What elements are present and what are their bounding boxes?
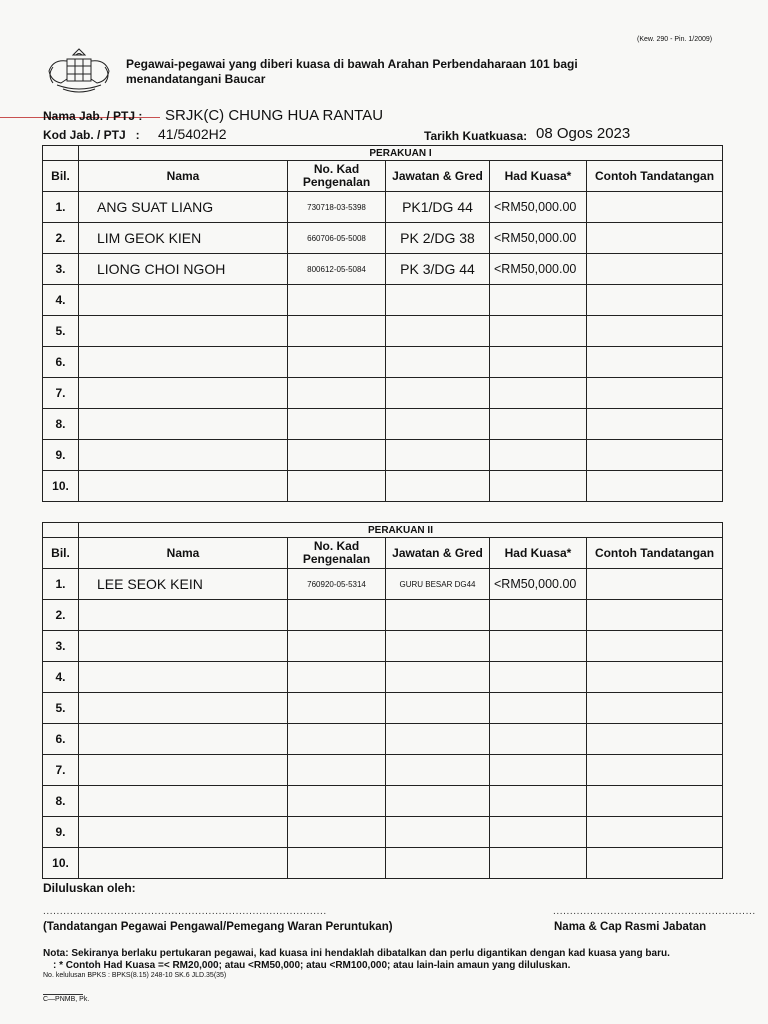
table-row <box>43 316 723 347</box>
row-had-kuasa <box>490 347 587 378</box>
row-nama <box>79 600 288 631</box>
row-no-kad <box>288 600 386 631</box>
row-contoh-tandatangan <box>587 786 723 817</box>
col-bil-header: Bil. <box>43 538 79 569</box>
row-contoh-tandatangan <box>587 285 723 316</box>
row-bil: 1. <box>43 569 79 600</box>
table-row <box>43 724 723 755</box>
signature-caption-left: (Tandatangan Pegawai Pengawal/Pemegang Waran Peruntukan) <box>43 921 393 933</box>
row-nama: LIM GEOK KIEN <box>79 223 288 254</box>
row-contoh-tandatangan <box>587 755 723 786</box>
row-contoh-tandatangan <box>587 471 723 502</box>
perakuan-2-title: PERAKUAN II <box>79 523 723 538</box>
perakuan-2-table <box>42 522 723 879</box>
col-no-kad-header: No. Kad Pengenalan <box>288 161 386 192</box>
row-jawatan <box>386 848 490 879</box>
kod-jab-value: 41/5402H2 <box>158 126 227 142</box>
row-no-kad <box>288 347 386 378</box>
row-bil: 3. <box>43 631 79 662</box>
row-had-kuasa <box>490 848 587 879</box>
row-no-kad <box>288 440 386 471</box>
row-jawatan <box>386 817 490 848</box>
kod-jab-label: Kod Jab. / PTJ : <box>43 128 140 142</box>
row-no-kad <box>288 662 386 693</box>
row-bil: 4. <box>43 285 79 316</box>
row-contoh-tandatangan <box>587 631 723 662</box>
row-no-kad <box>288 409 386 440</box>
table-row <box>43 848 723 879</box>
row-no-kad <box>288 631 386 662</box>
row-bil: 6. <box>43 724 79 755</box>
row-bil: 5. <box>43 693 79 724</box>
row-no-kad: 800612-05-5084 <box>288 254 386 285</box>
table-row <box>43 569 723 600</box>
table-row <box>43 693 723 724</box>
row-had-kuasa <box>490 285 587 316</box>
row-had-kuasa <box>490 600 587 631</box>
row-jawatan <box>386 693 490 724</box>
table-row <box>43 285 723 316</box>
form-code: (Kew. 290 - Pin. 1/2009) <box>637 36 713 43</box>
row-nama <box>79 848 288 879</box>
row-nama <box>79 440 288 471</box>
table-row <box>43 192 723 223</box>
row-nama <box>79 471 288 502</box>
table-row <box>43 223 723 254</box>
row-had-kuasa <box>490 724 587 755</box>
row-bil: 8. <box>43 786 79 817</box>
row-bil: 8. <box>43 409 79 440</box>
note-line-3: No. kelulusan BPKS : BPKS(8.15) 248-10 SK.6 JLD.35(35) <box>43 972 227 979</box>
note-line-1: Nota: Sekiranya berlaku pertukaran pegawai, kad kuasa ini hendaklah dibatalkan dan perlu digantikan dengan kad kuasa yang baru. <box>43 948 670 959</box>
row-bil: 9. <box>43 817 79 848</box>
row-jawatan: PK 2/DG 38 <box>386 223 490 254</box>
col-no-kad-header: No. Kad Pengenalan <box>288 538 386 569</box>
table-row <box>43 471 723 502</box>
row-jawatan <box>386 631 490 662</box>
row-bil: 7. <box>43 755 79 786</box>
row-no-kad <box>288 378 386 409</box>
col-jawatan-header: Jawatan & Gred <box>386 161 490 192</box>
row-contoh-tandatangan <box>587 192 723 223</box>
col-had-kuasa-header: Had Kuasa* <box>490 538 587 569</box>
table-row <box>43 378 723 409</box>
row-nama <box>79 786 288 817</box>
row-bil: 2. <box>43 223 79 254</box>
table-row <box>43 817 723 848</box>
row-contoh-tandatangan <box>587 817 723 848</box>
row-had-kuasa <box>490 755 587 786</box>
row-contoh-tandatangan <box>587 662 723 693</box>
signature-line-left: .................................................................................... <box>43 906 327 917</box>
row-contoh-tandatangan <box>587 378 723 409</box>
row-nama: LEE SEOK KEIN <box>79 569 288 600</box>
row-nama <box>79 724 288 755</box>
row-had-kuasa: <RM50,000.00 <box>490 569 587 600</box>
row-nama <box>79 285 288 316</box>
row-bil: 3. <box>43 254 79 285</box>
row-jawatan: PK 3/DG 44 <box>386 254 490 285</box>
row-had-kuasa <box>490 631 587 662</box>
row-contoh-tandatangan <box>587 724 723 755</box>
row-no-kad <box>288 786 386 817</box>
row-had-kuasa <box>490 662 587 693</box>
perakuan-1-title: PERAKUAN I <box>79 146 723 161</box>
row-nama <box>79 409 288 440</box>
row-jawatan: GURU BESAR DG44 <box>386 569 490 600</box>
row-contoh-tandatangan <box>587 600 723 631</box>
row-had-kuasa: <RM50,000.00 <box>490 254 587 285</box>
row-no-kad <box>288 285 386 316</box>
table-row <box>43 755 723 786</box>
row-had-kuasa: <RM50,000.00 <box>490 192 587 223</box>
row-bil: 2. <box>43 600 79 631</box>
tarikh-kuatkuasa-value: 08 Ogos 2023 <box>536 125 631 142</box>
table-row <box>43 440 723 471</box>
col-nama-header: Nama <box>79 161 288 192</box>
nama-jab-value: SRJK(C) CHUNG HUA RANTAU <box>165 107 384 124</box>
row-no-kad: 660706-05-5008 <box>288 223 386 254</box>
col-had-kuasa-header: Had Kuasa* <box>490 161 587 192</box>
row-jawatan <box>386 471 490 502</box>
footer-rule <box>43 994 83 995</box>
row-had-kuasa: <RM50,000.00 <box>490 223 587 254</box>
row-bil: 7. <box>43 378 79 409</box>
row-contoh-tandatangan <box>587 316 723 347</box>
row-had-kuasa <box>490 817 587 848</box>
row-nama <box>79 378 288 409</box>
table-row <box>43 631 723 662</box>
perakuan-1-table <box>42 145 723 502</box>
row-bil: 4. <box>43 662 79 693</box>
diluluskan-label: Diluluskan oleh: <box>43 881 136 895</box>
row-bil: 9. <box>43 440 79 471</box>
row-nama: LIONG CHOI NGOH <box>79 254 288 285</box>
row-bil: 6. <box>43 347 79 378</box>
table-row <box>43 409 723 440</box>
row-had-kuasa <box>490 409 587 440</box>
row-had-kuasa <box>490 440 587 471</box>
row-jawatan: PK1/DG 44 <box>386 192 490 223</box>
row-contoh-tandatangan <box>587 569 723 600</box>
col-nama-header: Nama <box>79 538 288 569</box>
row-jawatan <box>386 409 490 440</box>
malaysia-crest-icon <box>43 47 115 97</box>
row-jawatan <box>386 600 490 631</box>
row-no-kad: 760920-05-5314 <box>288 569 386 600</box>
row-no-kad <box>288 755 386 786</box>
row-contoh-tandatangan <box>587 848 723 879</box>
row-nama <box>79 693 288 724</box>
row-bil: 10. <box>43 848 79 879</box>
footer-code: C—PNMB, Pk. <box>43 996 90 1003</box>
page-title: Pegawai-pegawai yang diberi kuasa di bawah Arahan Perbendaharaan 101 bagi menandatangani Baucar <box>126 57 578 86</box>
row-jawatan <box>386 347 490 378</box>
col-contoh-header: Contoh Tandatangan <box>587 161 723 192</box>
row-contoh-tandatangan <box>587 223 723 254</box>
row-contoh-tandatangan <box>587 693 723 724</box>
note-line-2: : * Contoh Had Kuasa =< RM20,000; atau <RM50,000; atau <RM100,000; atau lain-lain amaun yang diluluskan. <box>53 960 571 971</box>
row-no-kad <box>288 724 386 755</box>
row-no-kad <box>288 471 386 502</box>
row-had-kuasa <box>490 786 587 817</box>
col-jawatan-header: Jawatan & Gred <box>386 538 490 569</box>
row-contoh-tandatangan <box>587 347 723 378</box>
row-no-kad <box>288 693 386 724</box>
table-row <box>43 662 723 693</box>
signature-caption-right: Nama & Cap Rasmi Jabatan <box>554 921 707 933</box>
row-jawatan <box>386 662 490 693</box>
nama-jab-label: Nama Jab. / PTJ : <box>43 109 143 123</box>
row-jawatan <box>386 440 490 471</box>
tarikh-kuatkuasa-label: Tarikh Kuatkuasa: <box>424 129 528 143</box>
row-nama <box>79 347 288 378</box>
row-nama <box>79 631 288 662</box>
row-jawatan <box>386 285 490 316</box>
row-no-kad <box>288 316 386 347</box>
row-bil: 5. <box>43 316 79 347</box>
row-had-kuasa <box>490 693 587 724</box>
table-row <box>43 347 723 378</box>
signature-line-right: ............................................................ <box>553 906 756 917</box>
row-had-kuasa <box>490 316 587 347</box>
row-nama <box>79 755 288 786</box>
table-row <box>43 600 723 631</box>
row-jawatan <box>386 755 490 786</box>
row-nama <box>79 662 288 693</box>
row-jawatan <box>386 786 490 817</box>
table-row <box>43 254 723 285</box>
row-nama: ANG SUAT LIANG <box>79 192 288 223</box>
row-no-kad <box>288 848 386 879</box>
row-contoh-tandatangan <box>587 440 723 471</box>
row-no-kad: 730718-03-5398 <box>288 192 386 223</box>
row-had-kuasa <box>490 471 587 502</box>
row-jawatan <box>386 316 490 347</box>
row-no-kad <box>288 817 386 848</box>
row-bil: 10. <box>43 471 79 502</box>
row-contoh-tandatangan <box>587 409 723 440</box>
row-bil: 1. <box>43 192 79 223</box>
row-nama <box>79 316 288 347</box>
row-nama <box>79 817 288 848</box>
table-row <box>43 786 723 817</box>
row-jawatan <box>386 378 490 409</box>
row-contoh-tandatangan <box>587 254 723 285</box>
row-had-kuasa <box>490 378 587 409</box>
col-contoh-header: Contoh Tandatangan <box>587 538 723 569</box>
col-bil-header: Bil. <box>43 161 79 192</box>
row-jawatan <box>386 724 490 755</box>
